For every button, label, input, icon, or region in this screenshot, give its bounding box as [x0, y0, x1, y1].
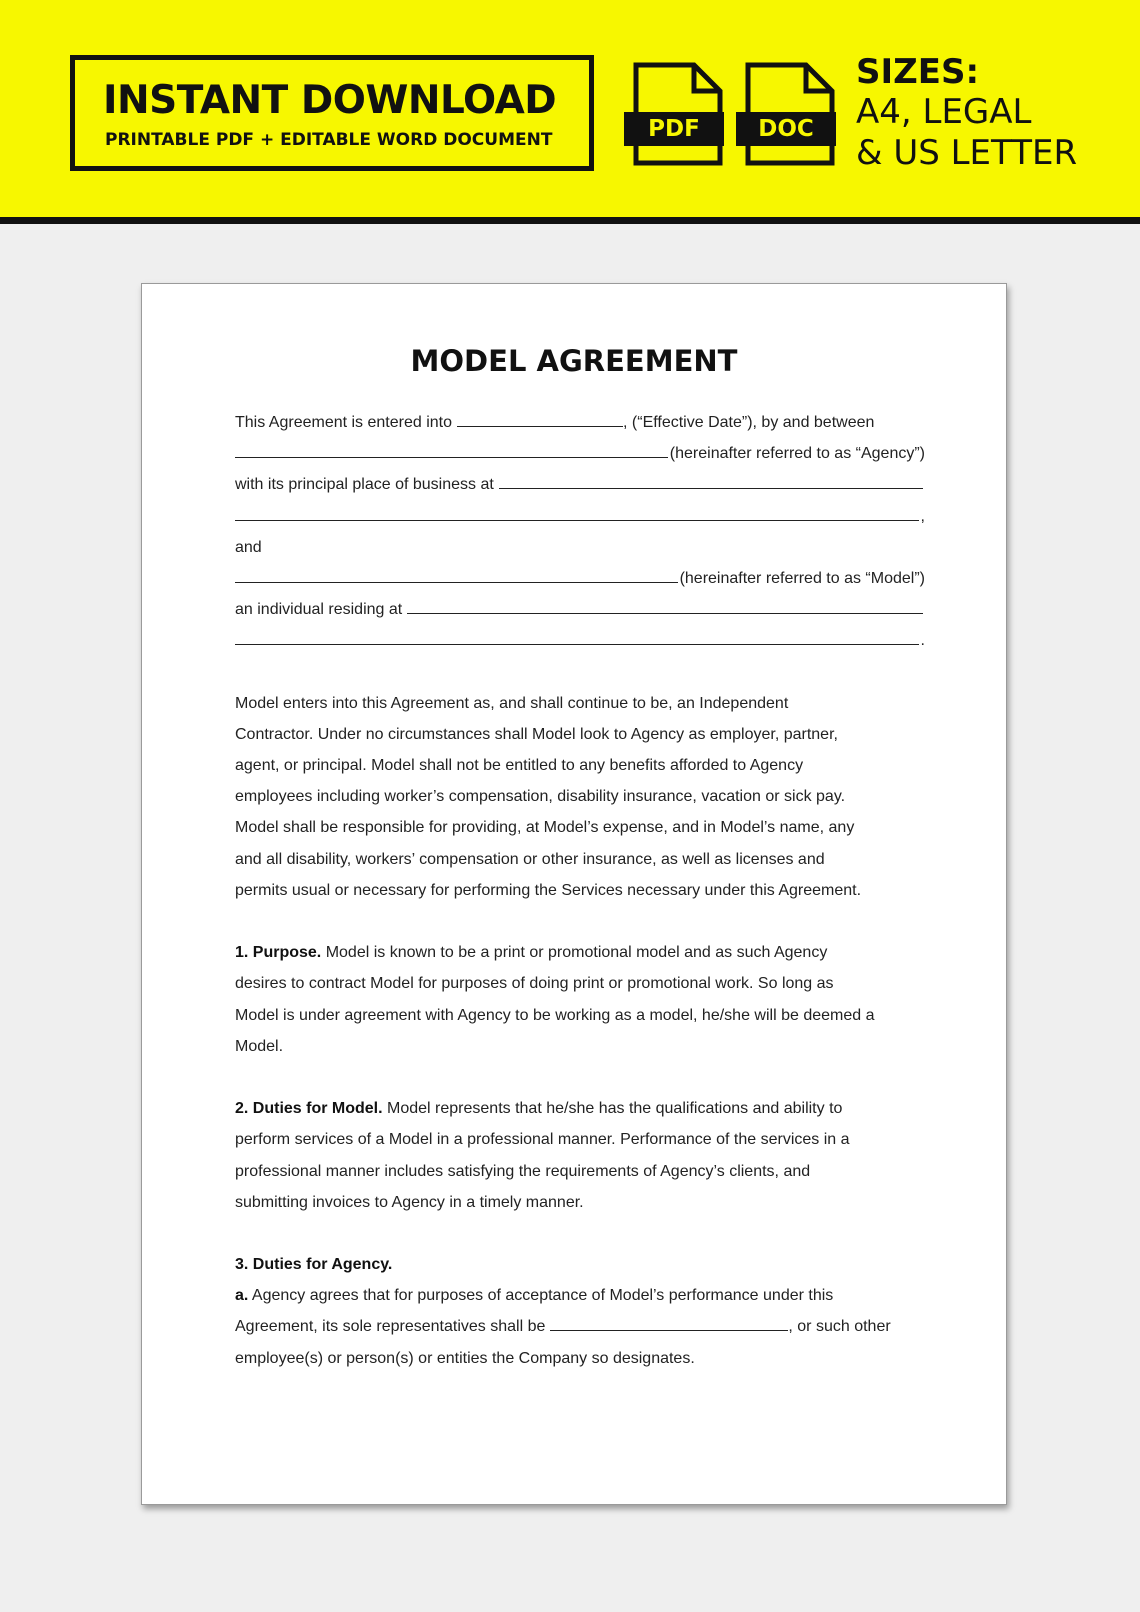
document-title: MODEL AGREEMENT: [410, 344, 738, 378]
duties-model-line: professional manner includes satisfying the requirements of Agency’s clients, and: [235, 1162, 811, 1180]
document-page: [141, 283, 1007, 1505]
contractor-line: Model shall be responsible for providing, at Model’s expense, and in Model’s name, any: [235, 819, 855, 837]
intro-text: , (“Effective Date”), by and between: [623, 414, 875, 431]
duties-model-line-1: [235, 1093, 925, 1124]
contractor-line: permits usual or necessary for performing the Services necessary under this Agreement.: [235, 881, 862, 899]
intro-line-1: [235, 407, 925, 438]
intro-text: (hereinafter referred to as “Agency”): [669, 445, 925, 463]
pdf-file-icon: [632, 62, 724, 166]
intro-line-6: [235, 563, 925, 594]
duties-agency-a-line-3: employee(s) or person(s) or entities the Company so designates.: [235, 1349, 695, 1367]
duties-model-line: perform services of a Model in a professional manner. Performance of the services in a: [235, 1131, 850, 1149]
model-name-blank[interactable]: [235, 565, 678, 583]
intro-line-3: [235, 469, 925, 500]
purpose-line: Model is under agreement with Agency to be working as a model, he/she will be deemed a: [235, 1006, 875, 1024]
contractor-line: agent, or principal. Model shall not be entitled to any benefits afforded to Agency: [235, 757, 804, 775]
clause-a-text: , or such other: [788, 1318, 891, 1336]
clause-a-text: Agency agrees that for purposes of acceptance of Model’s performance under this: [248, 1287, 834, 1305]
sizes-info: [856, 52, 1077, 174]
purpose-line: desires to contract Model for purposes of doing print or promotional work. So long as: [235, 975, 834, 993]
contractor-line: and all disability, workers’ compensation or other insurance, as well as licenses and: [235, 850, 825, 868]
intro-line-2: [235, 438, 925, 469]
duties-agency-heading-line: [235, 1249, 925, 1280]
intro-text: (hereinafter referred to as “Model”): [679, 569, 925, 587]
sizes-heading: SIZES:: [856, 52, 980, 92]
pdf-label: PDF: [624, 112, 724, 146]
model-address-blank[interactable]: [407, 596, 923, 614]
sizes-line-1: A4, LEGAL: [856, 92, 1032, 132]
contractor-line: Contractor. Under no circumstances shall Model look to Agency as employer, partner,: [235, 725, 838, 743]
intro-text: with its principal place of business at: [235, 476, 494, 494]
intro-line-7: [235, 594, 925, 625]
agency-address-blank-2[interactable]: [235, 503, 919, 521]
promo-banner: [0, 0, 1140, 224]
agency-address-blank[interactable]: [499, 471, 923, 489]
clause-a-label: a.: [235, 1287, 249, 1305]
intro-text: ,: [920, 507, 925, 525]
duties-model-line: submitting invoices to Agency in a timely manner.: [235, 1193, 584, 1211]
intro-line-8: [235, 625, 925, 656]
intro-text: an individual residing at: [235, 601, 403, 619]
duties-agency-a-line-2: [235, 1311, 925, 1342]
document-body: [235, 407, 925, 1374]
representative-blank[interactable]: [550, 1313, 788, 1331]
clause-a-text: Agreement, its sole representatives shall be: [235, 1318, 546, 1336]
duties-model-heading: 2. Duties for Model.: [235, 1100, 383, 1118]
purpose-line-1: [235, 937, 925, 968]
intro-and: and: [235, 538, 262, 556]
purpose-heading: 1. Purpose.: [235, 944, 322, 962]
doc-file-icon: [744, 62, 836, 166]
effective-date-blank[interactable]: [457, 409, 623, 427]
model-address-blank-2[interactable]: [235, 627, 919, 645]
duties-model-text: Model represents that he/she has the qualifications and ability to: [382, 1100, 843, 1118]
intro-text: This Agreement is entered into: [235, 414, 453, 431]
sizes-line-2: & US LETTER: [856, 133, 1078, 173]
contractor-line: Model enters into this Agreement as, and shall continue to be, an Independent: [235, 694, 789, 712]
instant-download-box: [70, 55, 594, 171]
duties-agency-a-line-1: [235, 1280, 925, 1311]
agency-name-blank[interactable]: [235, 440, 668, 458]
contractor-line: employees including worker’s compensation, disability insurance, vacation or sick pay.: [235, 788, 846, 806]
instant-download-title: INSTANT DOWNLOAD: [103, 78, 557, 123]
purpose-line: Model.: [235, 1037, 284, 1055]
intro-line-4: [235, 501, 925, 532]
instant-download-subtitle: PRINTABLE PDF + EDITABLE WORD DOCUMENT: [105, 130, 553, 150]
duties-agency-heading: 3. Duties for Agency.: [235, 1256, 393, 1274]
purpose-text: Model is known to be a print or promotional model and as such Agency: [321, 944, 828, 962]
doc-label: DOC: [736, 112, 836, 146]
intro-text: .: [920, 632, 925, 650]
